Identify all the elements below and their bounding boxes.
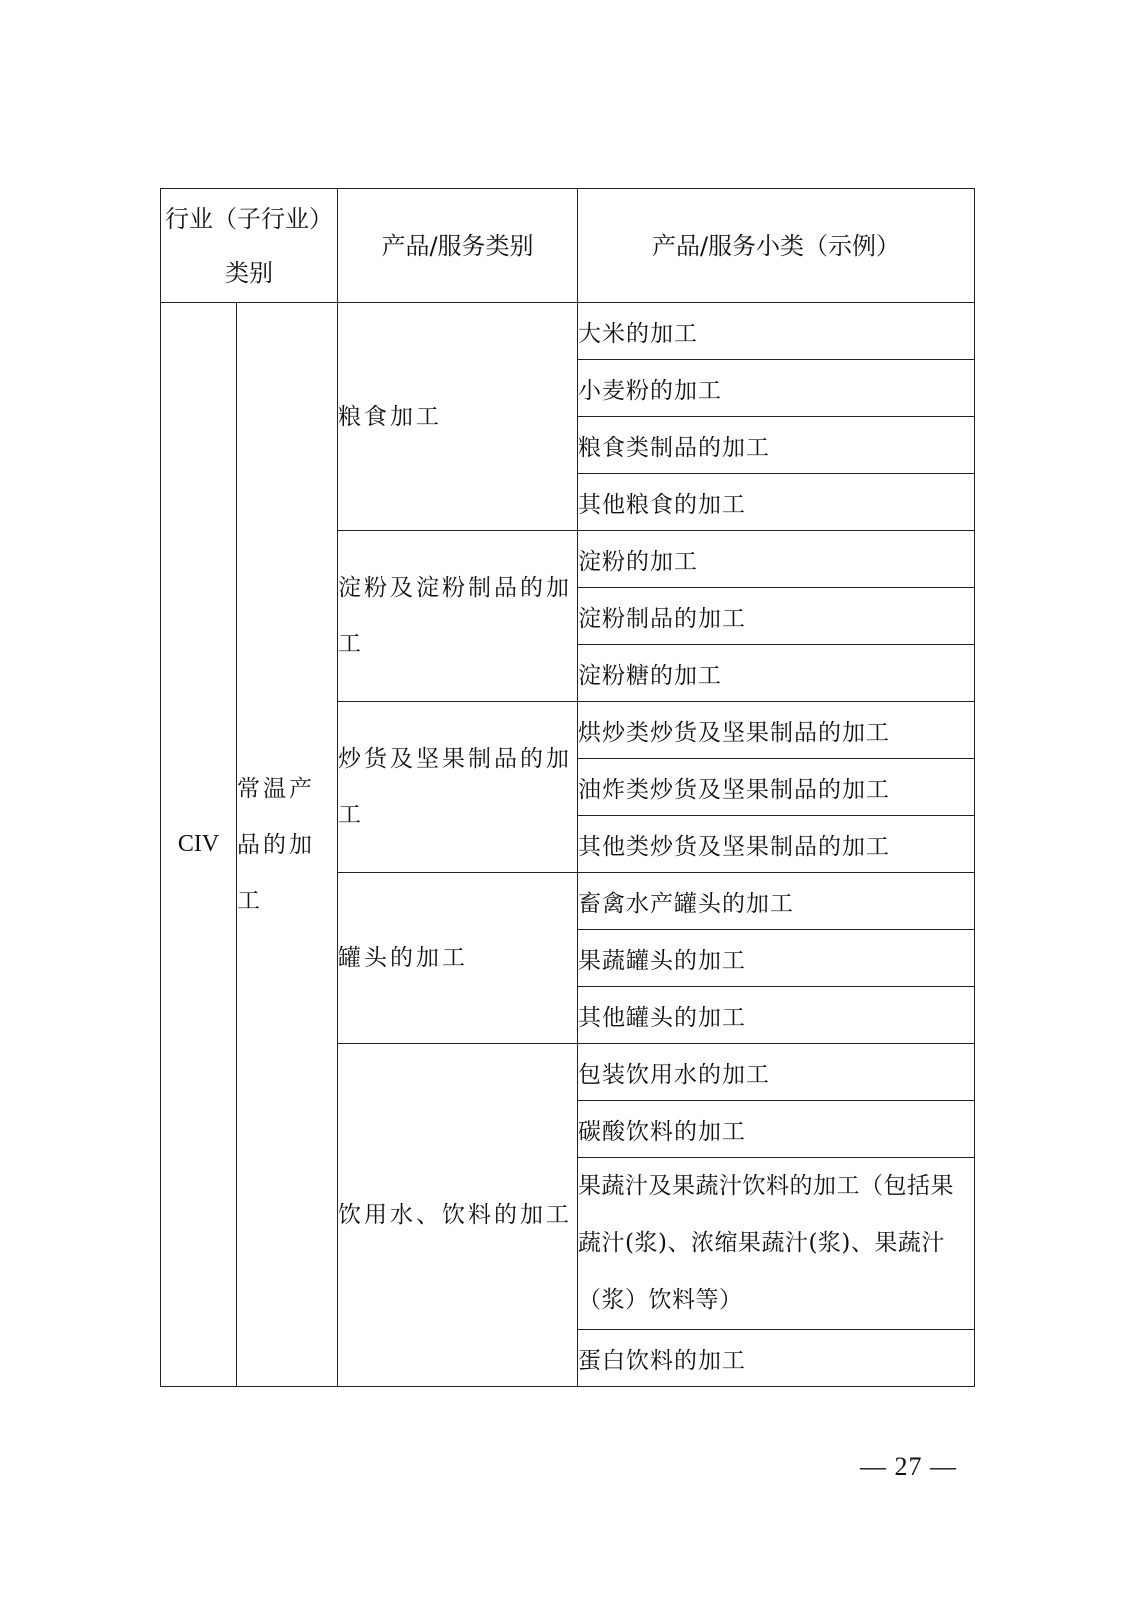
- category-canned: 罐头的加工: [338, 873, 578, 1044]
- header-industry: 行业（子行业）类别: [161, 189, 338, 303]
- table-row: [161, 303, 975, 360]
- subcategory-item: 大米的加工: [578, 303, 975, 360]
- subcategory-item: 包装饮用水的加工: [578, 1044, 975, 1101]
- subcategory-item: 果蔬汁及果蔬汁饮料的加工（包括果蔬汁(浆)、浓缩果蔬汁(浆)、果蔬汁（浆）饮料等）: [578, 1158, 975, 1330]
- sub-industry: 常温产品的加工: [237, 303, 338, 1387]
- category-nuts: 炒货及坚果制品的加工: [338, 702, 578, 873]
- subcategory-item: 其他粮食的加工: [578, 474, 975, 531]
- category-grain: 粮食加工: [338, 303, 578, 531]
- header-subcategory: 产品/服务小类（示例）: [578, 189, 975, 303]
- category-starch: 淀粉及淀粉制品的加工: [338, 531, 578, 702]
- subcategory-item: 畜禽水产罐头的加工: [578, 873, 975, 930]
- subcategory-item: 淀粉的加工: [578, 531, 975, 588]
- category-beverage: 饮用水、饮料的加工: [338, 1044, 578, 1387]
- industry-code: CIV: [161, 303, 237, 1387]
- subcategory-item: 其他类炒货及坚果制品的加工: [578, 816, 975, 873]
- subcategory-item: 其他罐头的加工: [578, 987, 975, 1044]
- table-header-row: [161, 189, 975, 303]
- subcategory-item: 油炸类炒货及坚果制品的加工: [578, 759, 975, 816]
- subcategory-item: 粮食类制品的加工: [578, 417, 975, 474]
- page-number: — 27 —: [860, 1452, 957, 1481]
- product-category-table: [160, 188, 975, 1387]
- subcategory-item: 碳酸饮料的加工: [578, 1101, 975, 1158]
- subcategory-item: 蛋白饮料的加工: [578, 1330, 975, 1387]
- subcategory-item: 淀粉糖的加工: [578, 645, 975, 702]
- subcategory-item: 果蔬罐头的加工: [578, 930, 975, 987]
- subcategory-item: 淀粉制品的加工: [578, 588, 975, 645]
- subcategory-item: 烘炒类炒货及坚果制品的加工: [578, 702, 975, 759]
- subcategory-item: 小麦粉的加工: [578, 360, 975, 417]
- header-category: 产品/服务类别: [338, 189, 578, 303]
